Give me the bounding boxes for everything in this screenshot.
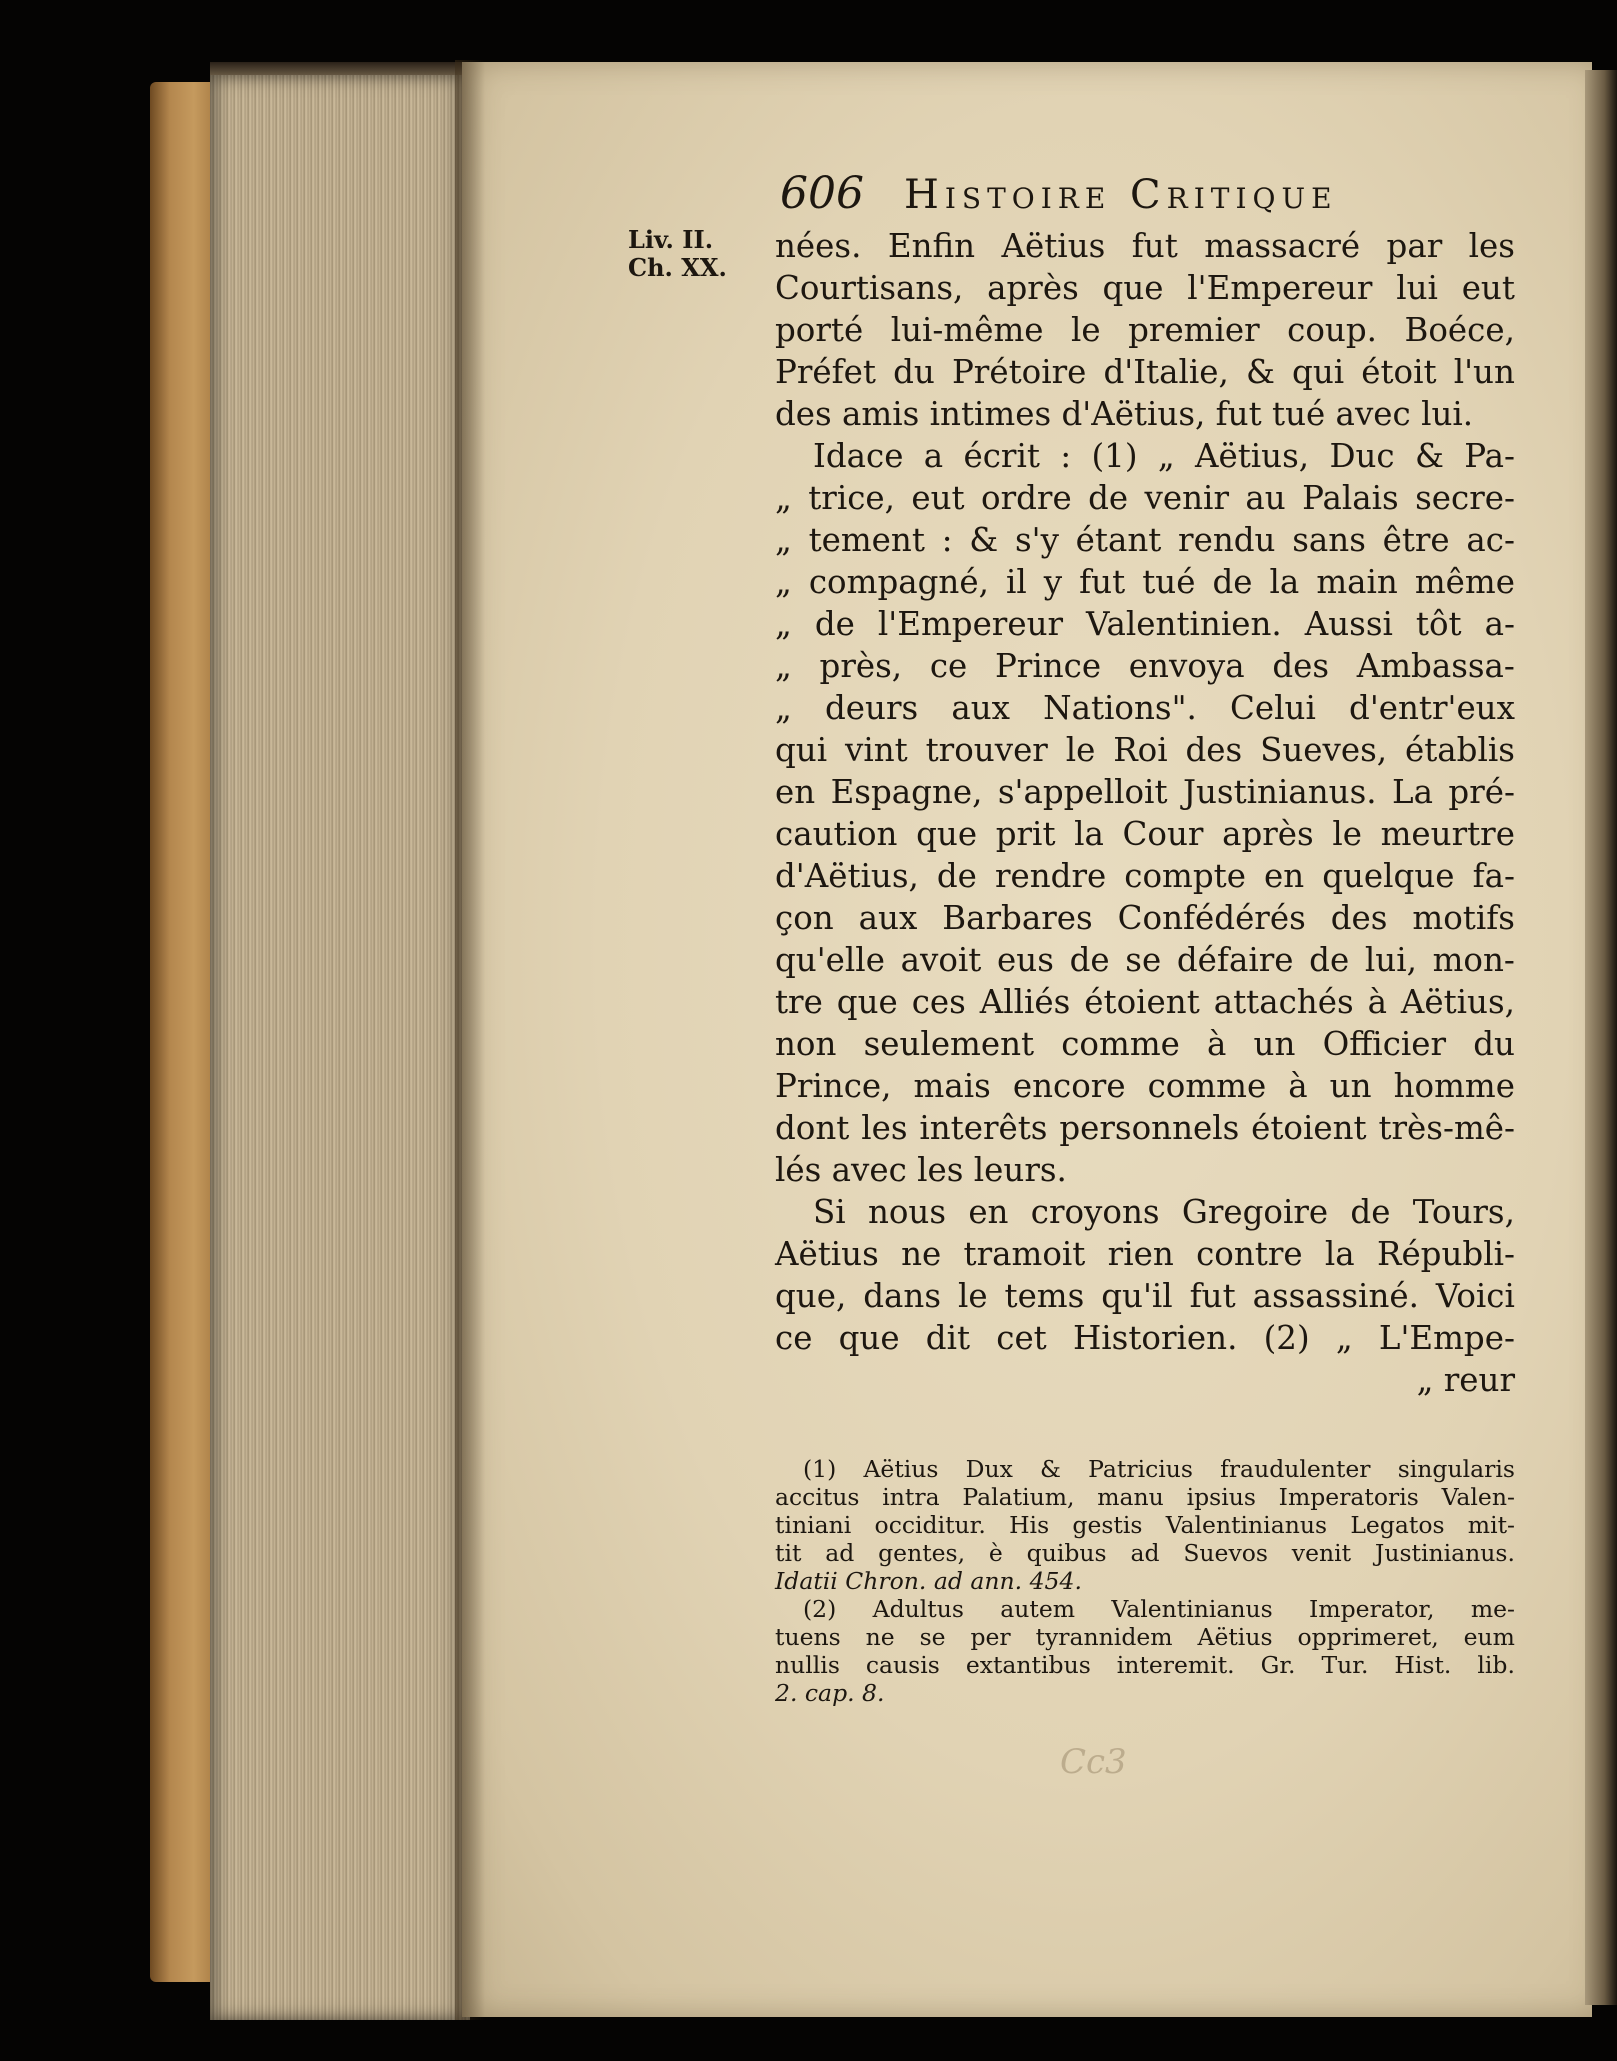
footnote-word: Valen- [1441, 1483, 1515, 1511]
running-head [780, 168, 1420, 228]
body-text-word: Aussi [1304, 605, 1393, 643]
marginal-note-book: Liv. II. [628, 225, 714, 254]
body-text-word: La [1392, 773, 1433, 811]
body-text-word: lui [1396, 269, 1438, 307]
body-text-word: prit [995, 815, 1056, 853]
footnote-word: se [919, 1623, 946, 1651]
body-text-word: seulement [863, 1025, 1035, 1063]
body-text-word: „ [775, 521, 792, 559]
body-text-word: la [1074, 815, 1104, 853]
footnote-line [775, 1483, 1515, 1511]
body-text-word: dont [775, 1109, 850, 1147]
body-text-word: de [1069, 941, 1110, 979]
footnote-word: accitus [775, 1483, 860, 1511]
page-number: 606 [780, 168, 864, 219]
body-text-word: le [1332, 815, 1362, 853]
footnote-word: eum [1463, 1623, 1515, 1651]
footnote-line [775, 1455, 1515, 1483]
body-text-word: mon- [1432, 941, 1515, 979]
body-text-word: ordre [981, 479, 1072, 517]
body-text-line [775, 603, 1515, 645]
body-text-word: envoya [1128, 647, 1245, 685]
body-text-line [775, 813, 1515, 855]
body-text-word: l'Empereur [877, 605, 1064, 643]
body-text-word: très-mê- [1378, 1109, 1515, 1147]
body-text-word: deurs [825, 689, 919, 727]
footnote-word: gestis [1072, 1511, 1143, 1539]
body-text-word: non [775, 1025, 837, 1063]
body-text-word: Alliés [979, 983, 1071, 1021]
body-text-word: Préfet [775, 353, 876, 391]
body-text-word: & [969, 521, 999, 559]
body-text-word: contre [1196, 1235, 1303, 1273]
footnote-word: Imperatoris [1278, 1483, 1419, 1511]
body-text-word: avoit [900, 941, 982, 979]
footnote-word: fraudulenter [1220, 1455, 1371, 1483]
body-text-word: tôt [1415, 605, 1462, 643]
body-text-word: personnels [1059, 1109, 1240, 1147]
body-text-word: fut [1189, 1277, 1236, 1315]
body-text-word: le [1065, 731, 1096, 769]
body-text-word: que [838, 1319, 900, 1357]
body-text-word: Valentinien. [1086, 605, 1282, 643]
body-text-word: ce [929, 647, 968, 685]
body-text-word: qui [1292, 353, 1345, 391]
footnote-word: & [1040, 1455, 1061, 1483]
body-text-word: fut [1079, 563, 1126, 601]
footnote-word: è [988, 1539, 1003, 1567]
body-text-line [775, 939, 1515, 981]
body-text-word: qu'il [1101, 1277, 1173, 1315]
body-text-word: tems [1004, 1277, 1085, 1315]
body-text-word: Courtisans, [775, 269, 964, 307]
body-text-line [775, 477, 1515, 519]
body-text-word: comme [1147, 1067, 1267, 1105]
body-text-word: trice, [808, 479, 895, 517]
body-text-word: dit [925, 1319, 971, 1357]
body-text-word: motifs [1412, 899, 1515, 937]
body-text-word: Si [813, 1193, 846, 1231]
body-text-word: Aëtius, [1400, 983, 1515, 1021]
body-text-word: trouver [925, 731, 1048, 769]
body-text-word: Espagne, [830, 773, 983, 811]
footnote-line [775, 1679, 1515, 1707]
body-text [775, 225, 1515, 1401]
body-text-word: „ [1157, 437, 1175, 475]
body-text-word: „ [775, 647, 792, 685]
body-text-word: tramoit [963, 1235, 1086, 1273]
body-text-word: même [1414, 563, 1515, 601]
body-text-word: Ambassa- [1356, 647, 1515, 685]
footnote-word: extantibus [965, 1651, 1091, 1679]
body-text-word: d'Italie, [1103, 353, 1229, 391]
body-text-word: s'y [1014, 521, 1059, 559]
body-text-word: Justinianus. [1182, 773, 1377, 811]
body-text-word: Boéce, [1404, 311, 1515, 349]
body-text-word: que [916, 815, 978, 853]
footnote-word: Dux [965, 1455, 1013, 1483]
body-text-word: à [1288, 1067, 1308, 1105]
footnote-word: autem [1000, 1595, 1076, 1623]
footnote-word: manu [1097, 1483, 1164, 1511]
body-text-word: qu'elle [775, 941, 885, 979]
footnote-word: ne [865, 1623, 895, 1651]
body-text-word: s'appelloit [997, 773, 1168, 811]
footnotes [775, 1455, 1515, 1707]
body-text-word: être [1382, 521, 1450, 559]
body-text-word: de [1088, 479, 1129, 517]
body-text-word: Pa- [1464, 437, 1515, 475]
body-text-word: (2) [1263, 1319, 1310, 1357]
body-text-word: pré- [1448, 773, 1515, 811]
body-text-word: rendre [994, 857, 1107, 895]
body-text-line [775, 897, 1515, 939]
body-text-word: l'Empereur [1187, 269, 1373, 307]
footnote-word: His [1009, 1511, 1050, 1539]
body-text-word: près, [819, 647, 903, 685]
footnote-text: 2. cap. 8. [775, 1679, 885, 1707]
body-text-word: compte [1124, 857, 1246, 895]
footnote-word: per [970, 1623, 1011, 1651]
body-text-word: nous [867, 1193, 947, 1231]
body-text-word: Aëtius [775, 1235, 879, 1273]
body-text-word: massacré [1204, 227, 1361, 265]
body-text-line [775, 645, 1515, 687]
body-text-word: nées. [775, 227, 862, 265]
body-text-word: en [968, 1193, 1009, 1231]
body-text-word: Palais [1302, 479, 1399, 517]
body-text-word: quelque [1322, 857, 1455, 895]
body-text-line [775, 1065, 1515, 1107]
body-text-word: L'Empe- [1378, 1319, 1515, 1357]
body-text-word: lui-même [890, 311, 1044, 349]
body-text-word: écrit [963, 437, 1040, 475]
footnote-word: ad [1130, 1539, 1160, 1567]
body-text-word: sans [1292, 521, 1366, 559]
body-text-word: vint [845, 731, 908, 769]
body-text-line [775, 771, 1515, 813]
body-text-word: rien [1107, 1235, 1174, 1273]
body-text-word: les [861, 1109, 908, 1147]
body-text-word: comme [1061, 1025, 1180, 1063]
body-text-text: lés avec les leurs. [775, 1151, 1067, 1189]
body-text-line [775, 435, 1515, 477]
body-text-line [775, 1317, 1515, 1359]
footnote-word: ad [825, 1539, 855, 1567]
body-text-line [775, 1149, 1515, 1191]
footnote-word: quibus [1026, 1539, 1107, 1567]
footnote-text: Idatii Chron. ad ann. 454. [775, 1567, 1082, 1595]
body-text-word: compagné, [808, 563, 989, 601]
body-text-word: „ [775, 563, 792, 601]
body-text-word: Confédérés [1117, 899, 1306, 937]
body-text-word: Barbares [942, 899, 1093, 937]
body-text-word: de [814, 605, 855, 643]
footnote-word: tiniani [775, 1511, 852, 1539]
marginal-note [628, 226, 768, 282]
body-text-word: Prince [994, 647, 1102, 685]
body-text-word: (1) [1091, 437, 1138, 475]
body-text-word: croyons [1030, 1193, 1160, 1231]
footnote-word: Palatium, [962, 1483, 1075, 1511]
body-text-word: d'Aëtius, [775, 857, 919, 895]
body-text-word: ce [775, 1319, 813, 1357]
body-text-word: à [1367, 983, 1387, 1021]
footnote-word: ipsius [1186, 1483, 1256, 1511]
body-text-word: du [893, 353, 935, 391]
body-text-word: tement [808, 521, 925, 559]
body-text-word: & [1414, 437, 1444, 475]
body-text-word: des [1185, 731, 1243, 769]
body-text-word: Idace [813, 437, 904, 475]
footnote-word: tyrannidem [1035, 1623, 1173, 1651]
footnote-word: nullis [775, 1651, 840, 1679]
body-text-word: porté [775, 311, 864, 349]
body-text-line [775, 1107, 1515, 1149]
body-text-word: étoient [1084, 983, 1200, 1021]
body-text-word: eut [911, 479, 965, 517]
body-text-word: : [1060, 437, 1072, 475]
footnote-word: Patricius [1088, 1455, 1193, 1483]
footnote-word: Hist. [1394, 1651, 1452, 1679]
footnote-word: Aëtius [863, 1455, 939, 1483]
body-text-word: secre- [1415, 479, 1515, 517]
body-text-word: eut [1461, 269, 1515, 307]
body-text-word: Tours, [1412, 1193, 1515, 1231]
body-text-word: „ [1335, 1319, 1353, 1357]
body-text-word: lui, [1364, 941, 1417, 979]
footnote-word: (1) [803, 1455, 837, 1483]
body-text-word: un [1329, 1067, 1372, 1105]
body-text-word: : [941, 521, 953, 559]
footnote-word: Legatos [1350, 1511, 1445, 1539]
body-text-word: y [1043, 563, 1063, 601]
body-text-word: caution [775, 815, 898, 853]
footnote-line [775, 1539, 1515, 1567]
body-text-word: que [836, 983, 898, 1021]
body-text-word: Prétoire [951, 353, 1087, 391]
body-text-line [775, 309, 1515, 351]
body-text-word: meurtre [1380, 815, 1515, 853]
body-text-line [775, 225, 1515, 267]
body-text-word: il [1005, 563, 1027, 601]
body-text-line [775, 1191, 1515, 1233]
body-text-word: le [957, 1277, 988, 1315]
body-text-word: du [1473, 1025, 1515, 1063]
body-text-word: aux [951, 689, 1010, 727]
body-text-line [775, 855, 1515, 897]
body-text-word: défaire [1176, 941, 1294, 979]
body-text-word: que [1102, 269, 1164, 307]
footnote-line [775, 1623, 1515, 1651]
body-text-line [775, 687, 1515, 729]
body-text-line [775, 1023, 1515, 1065]
body-text-word: Républi- [1376, 1235, 1515, 1273]
body-text-word: Nations". [1043, 689, 1197, 727]
body-text-word: a [923, 437, 944, 475]
body-text-line [775, 1359, 1515, 1401]
body-text-word: à [1207, 1025, 1227, 1063]
body-text-word: venir [1144, 479, 1229, 517]
body-text-line [775, 981, 1515, 1023]
body-text-line [775, 1275, 1515, 1317]
body-text-word: d'entr'eux [1349, 689, 1515, 727]
body-text-word: de [1309, 941, 1350, 979]
body-text-word: coup. [1287, 311, 1377, 349]
body-text-word: se [1125, 941, 1162, 979]
body-text-word: qui [775, 731, 828, 769]
facing-page-edge [1585, 70, 1617, 2005]
body-text-word: des [1272, 647, 1330, 685]
book-gutter-shadow [455, 60, 485, 2020]
body-text-word: Voici [1435, 1277, 1515, 1315]
body-text-word: „ [775, 689, 792, 727]
body-text-word: interêts [919, 1109, 1048, 1147]
footnote-word: interemit. [1116, 1651, 1235, 1679]
body-text-line [775, 1233, 1515, 1275]
body-text-word: tué [1142, 563, 1196, 601]
footnote-word: opprimeret, [1297, 1623, 1439, 1651]
body-text-word: de [936, 857, 977, 895]
footnote-word: Valentinianus [1111, 1595, 1273, 1623]
body-text-word: de [1212, 563, 1253, 601]
body-text-text: des amis intimes d'Aëtius, fut tué avec lui. [775, 395, 1474, 433]
footnote-word: Adultus [872, 1595, 964, 1623]
footnote-line [775, 1511, 1515, 1539]
body-text-word: Sueves, [1260, 731, 1388, 769]
body-text-word: Aëtius [1001, 227, 1106, 265]
body-text-word: un [1253, 1025, 1296, 1063]
body-text-word: ne [901, 1235, 942, 1273]
body-text-word: assassiné. [1252, 1277, 1419, 1315]
footnote-word: (2) [803, 1595, 837, 1623]
body-text-word: de [1350, 1193, 1391, 1231]
footnote-word: gentes, [878, 1539, 966, 1567]
footnote-word: Gr. [1260, 1651, 1296, 1679]
footnote-word: Tur. [1321, 1651, 1369, 1679]
body-text-word: Celui [1230, 689, 1316, 727]
body-text-word: étoit [1361, 353, 1437, 391]
footnote-word: Aëtius [1197, 1623, 1273, 1651]
body-text-word: „ [775, 605, 792, 643]
body-text-word: en [775, 773, 816, 811]
body-text-word: & [1245, 353, 1275, 391]
body-text-word: les [1468, 227, 1515, 265]
body-text-word: après [987, 269, 1079, 307]
marginal-note-chapter: Ch. XX. [628, 253, 727, 282]
body-text-line [775, 561, 1515, 603]
body-text-word: premier [1128, 311, 1260, 349]
body-text-line [775, 267, 1515, 309]
body-text-word: établis [1404, 731, 1515, 769]
body-text-word: Prince, [775, 1067, 892, 1105]
body-text-word: ac- [1466, 521, 1515, 559]
footnote-word: singularis [1397, 1455, 1515, 1483]
page-block-edges [210, 75, 470, 2020]
body-text-word: encore [1012, 1067, 1126, 1105]
footnote-line [775, 1651, 1515, 1679]
body-text-word: que, [775, 1277, 847, 1315]
body-text-word: le [1070, 311, 1101, 349]
body-text-word: Officier [1322, 1025, 1447, 1063]
body-text-line [775, 351, 1515, 393]
body-text-text: „ reur [1416, 1361, 1515, 1399]
body-text-word: Gregoire [1181, 1193, 1329, 1231]
footnote-word: Suevos [1183, 1539, 1268, 1567]
body-text-word: mais [913, 1067, 991, 1105]
footnote-word: mit- [1467, 1511, 1515, 1539]
footnote-word: lib. [1477, 1651, 1515, 1679]
footnote-word: intra [882, 1483, 940, 1511]
body-text-word: Cour [1122, 815, 1204, 853]
footnote-word: me- [1470, 1595, 1515, 1623]
body-text-word: des [1330, 899, 1388, 937]
body-text-word: après [1222, 815, 1314, 853]
body-text-word: Historien. [1072, 1319, 1238, 1357]
body-text-word: a- [1484, 605, 1515, 643]
body-text-line [775, 393, 1515, 435]
body-text-line [775, 519, 1515, 561]
footnote-word: causis [865, 1651, 940, 1679]
body-text-word: ces [911, 983, 966, 1021]
running-title: Histoire Critique [903, 172, 1338, 218]
footnote-word: Justinianus. [1374, 1539, 1515, 1567]
footnote-word: occiditur. [874, 1511, 986, 1539]
footnote-word: venit [1291, 1539, 1352, 1567]
body-text-word: cet [996, 1319, 1047, 1357]
body-text-word: la [1324, 1235, 1355, 1273]
body-text-word: étant [1075, 521, 1162, 559]
body-text-line [775, 729, 1515, 771]
body-text-word: par [1386, 227, 1443, 265]
footnote-word: Imperator, [1309, 1595, 1435, 1623]
footnote-line [775, 1567, 1515, 1595]
body-text-word: Roi [1113, 731, 1168, 769]
body-text-word: rendu [1178, 521, 1276, 559]
footnote-line [775, 1595, 1515, 1623]
body-text-word: fa- [1472, 857, 1515, 895]
body-text-word: aux [858, 899, 918, 937]
body-text-word: homme [1393, 1067, 1515, 1105]
footnote-word: tit [775, 1539, 802, 1567]
body-text-word: Enfin [887, 227, 976, 265]
body-text-word: tre [775, 983, 823, 1021]
body-text-word: au [1245, 479, 1286, 517]
body-text-word: Duc [1329, 437, 1395, 475]
footnote-word: Valentinianus [1165, 1511, 1328, 1539]
body-text-word: étoient [1251, 1109, 1367, 1147]
body-text-word: l'un [1453, 353, 1515, 391]
body-text-word: dans [863, 1277, 942, 1315]
body-text-word: Aëtius, [1195, 437, 1310, 475]
body-text-word: en [1263, 857, 1305, 895]
body-text-word: eus [997, 941, 1054, 979]
body-text-word: çon [775, 899, 834, 937]
footnote-word: tuens [775, 1623, 841, 1651]
faint-signature-mark: Cc3 [1060, 1742, 1127, 1782]
body-text-word: main [1316, 563, 1398, 601]
body-text-word: „ [775, 479, 792, 517]
body-text-word: attachés [1213, 983, 1354, 1021]
body-text-word: fut [1131, 227, 1178, 265]
body-text-word: la [1269, 563, 1300, 601]
